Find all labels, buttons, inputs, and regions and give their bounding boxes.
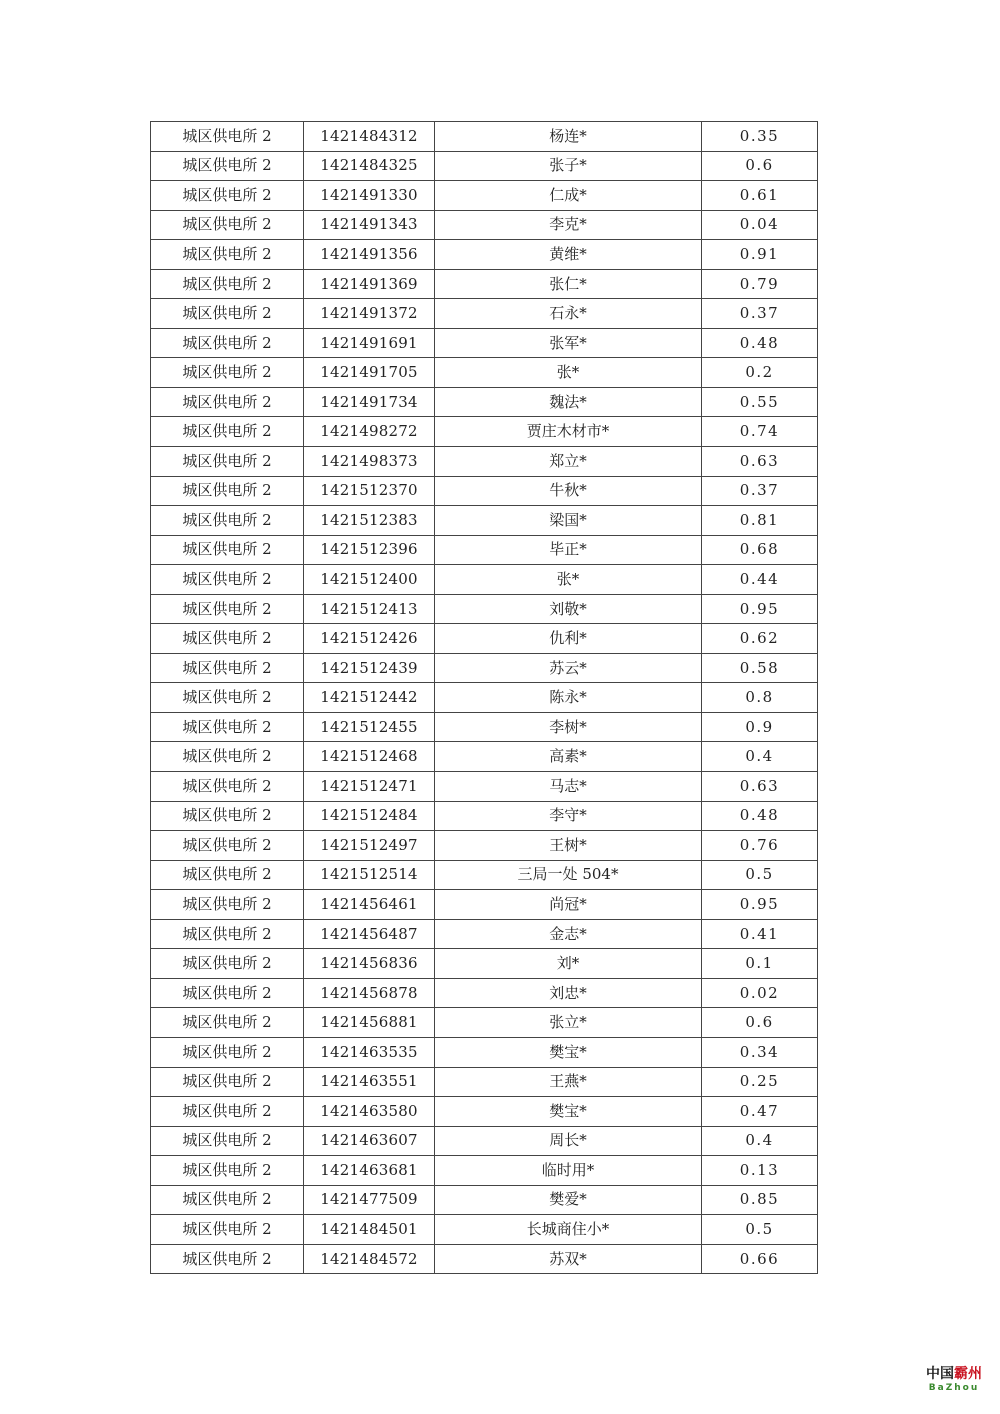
customer-name-cell: 樊宝*	[435, 1097, 702, 1127]
customer-name-cell: 刘敬*	[435, 594, 702, 624]
account-number-cell: 1421484312	[304, 122, 435, 152]
value-cell: 0.81	[702, 506, 818, 536]
account-number-cell: 1421456878	[304, 978, 435, 1008]
customer-name-cell: 杨连*	[435, 122, 702, 152]
value-cell: 0.25	[702, 1067, 818, 1097]
customer-name-cell: 黄维*	[435, 240, 702, 270]
account-number-cell: 1421512413	[304, 594, 435, 624]
table-row	[151, 1008, 818, 1038]
customer-name-cell: 周长*	[435, 1126, 702, 1156]
value-cell: 0.61	[702, 181, 818, 211]
table-row	[151, 978, 818, 1008]
account-number-cell: 1421456487	[304, 919, 435, 949]
value-cell: 0.41	[702, 919, 818, 949]
customer-name-cell: 三局一处 504*	[435, 860, 702, 890]
value-cell: 0.5	[702, 1215, 818, 1245]
value-cell: 0.13	[702, 1156, 818, 1186]
account-number-cell: 1421491330	[304, 181, 435, 211]
table-row	[151, 181, 818, 211]
account-number-cell: 1421512426	[304, 624, 435, 654]
customer-name-cell: 张子*	[435, 151, 702, 181]
customer-name-cell: 张*	[435, 565, 702, 595]
customer-name-cell: 马志*	[435, 772, 702, 802]
table-row	[151, 1215, 818, 1245]
station-cell: 城区供电所 2	[151, 1008, 304, 1038]
value-cell: 0.47	[702, 1097, 818, 1127]
value-cell: 0.79	[702, 269, 818, 299]
value-cell: 0.48	[702, 801, 818, 831]
station-cell: 城区供电所 2	[151, 358, 304, 388]
station-cell: 城区供电所 2	[151, 712, 304, 742]
table-row	[151, 772, 818, 802]
station-cell: 城区供电所 2	[151, 890, 304, 920]
account-number-cell: 1421512471	[304, 772, 435, 802]
value-cell: 0.37	[702, 299, 818, 329]
station-cell: 城区供电所 2	[151, 299, 304, 329]
logo-text-en: BaZhou	[928, 1383, 980, 1393]
value-cell: 0.95	[702, 594, 818, 624]
station-cell: 城区供电所 2	[151, 1126, 304, 1156]
table-row	[151, 1244, 818, 1274]
value-cell: 0.1	[702, 949, 818, 979]
station-cell: 城区供电所 2	[151, 210, 304, 240]
station-cell: 城区供电所 2	[151, 742, 304, 772]
value-cell: 0.02	[702, 978, 818, 1008]
station-cell: 城区供电所 2	[151, 476, 304, 506]
value-cell: 0.74	[702, 417, 818, 447]
table-row	[151, 122, 818, 152]
account-number-cell: 1421512370	[304, 476, 435, 506]
value-cell: 0.91	[702, 240, 818, 270]
customer-name-cell: 长城商住小*	[435, 1215, 702, 1245]
customer-name-cell: 李克*	[435, 210, 702, 240]
station-cell: 城区供电所 2	[151, 1067, 304, 1097]
value-cell: 0.04	[702, 210, 818, 240]
account-number-cell: 1421463580	[304, 1097, 435, 1127]
account-number-cell: 1421512396	[304, 535, 435, 565]
customer-name-cell: 仁成*	[435, 181, 702, 211]
table-row	[151, 653, 818, 683]
station-cell: 城区供电所 2	[151, 1097, 304, 1127]
customer-name-cell: 苏云*	[435, 653, 702, 683]
value-cell: 0.5	[702, 860, 818, 890]
customer-name-cell: 刘忠*	[435, 978, 702, 1008]
account-number-cell: 1421491372	[304, 299, 435, 329]
table-row	[151, 358, 818, 388]
table-row	[151, 624, 818, 654]
customer-name-cell: 苏双*	[435, 1244, 702, 1274]
value-cell: 0.6	[702, 151, 818, 181]
table-row	[151, 1156, 818, 1186]
customer-name-cell: 张*	[435, 358, 702, 388]
station-cell: 城区供电所 2	[151, 653, 304, 683]
station-cell: 城区供电所 2	[151, 269, 304, 299]
account-number-cell: 1421477509	[304, 1185, 435, 1215]
table-body	[151, 122, 818, 1274]
logo-text-cn	[922, 1366, 986, 1382]
value-cell: 0.8	[702, 683, 818, 713]
account-number-cell: 1421491734	[304, 387, 435, 417]
station-cell: 城区供电所 2	[151, 565, 304, 595]
account-number-cell: 1421512484	[304, 801, 435, 831]
table-row	[151, 269, 818, 299]
value-cell: 0.2	[702, 358, 818, 388]
customer-name-cell: 贾庄木材市*	[435, 417, 702, 447]
value-cell: 0.85	[702, 1185, 818, 1215]
customer-name-cell: 张仁*	[435, 269, 702, 299]
customer-name-cell: 陈永*	[435, 683, 702, 713]
station-cell: 城区供电所 2	[151, 949, 304, 979]
table-row	[151, 299, 818, 329]
station-cell: 城区供电所 2	[151, 801, 304, 831]
station-cell: 城区供电所 2	[151, 1156, 304, 1186]
table-row	[151, 831, 818, 861]
customer-name-cell: 梁国*	[435, 506, 702, 536]
account-number-cell: 1421491356	[304, 240, 435, 270]
data-table	[150, 121, 818, 1274]
table-row	[151, 1037, 818, 1067]
table-row	[151, 801, 818, 831]
table-row	[151, 151, 818, 181]
table-row	[151, 1126, 818, 1156]
station-cell: 城区供电所 2	[151, 181, 304, 211]
customer-name-cell: 高素*	[435, 742, 702, 772]
station-cell: 城区供电所 2	[151, 506, 304, 536]
station-cell: 城区供电所 2	[151, 417, 304, 447]
customer-name-cell: 牛秋*	[435, 476, 702, 506]
value-cell: 0.68	[702, 535, 818, 565]
station-cell: 城区供电所 2	[151, 447, 304, 477]
account-number-cell: 1421491369	[304, 269, 435, 299]
account-number-cell: 1421463535	[304, 1037, 435, 1067]
value-cell: 0.63	[702, 447, 818, 477]
station-cell: 城区供电所 2	[151, 1185, 304, 1215]
customer-name-cell: 仇利*	[435, 624, 702, 654]
logo-text-part2: 霸州	[954, 1366, 982, 1382]
table-row	[151, 210, 818, 240]
table-row	[151, 447, 818, 477]
customer-name-cell: 临时用*	[435, 1156, 702, 1186]
customer-name-cell: 尚冠*	[435, 890, 702, 920]
account-number-cell: 1421463551	[304, 1067, 435, 1097]
station-cell: 城区供电所 2	[151, 122, 304, 152]
account-number-cell: 1421463681	[304, 1156, 435, 1186]
account-number-cell: 1421463607	[304, 1126, 435, 1156]
table-row	[151, 535, 818, 565]
station-cell: 城区供电所 2	[151, 387, 304, 417]
customer-name-cell: 刘*	[435, 949, 702, 979]
logo-text-part1: 中国	[926, 1366, 954, 1382]
table-row	[151, 1067, 818, 1097]
customer-name-cell: 王燕*	[435, 1067, 702, 1097]
account-number-cell: 1421484572	[304, 1244, 435, 1274]
customer-name-cell: 张立*	[435, 1008, 702, 1038]
customer-name-cell: 毕正*	[435, 535, 702, 565]
table-row	[151, 476, 818, 506]
account-number-cell: 1421498373	[304, 447, 435, 477]
station-cell: 城区供电所 2	[151, 831, 304, 861]
station-cell: 城区供电所 2	[151, 1037, 304, 1067]
value-cell: 0.62	[702, 624, 818, 654]
value-cell: 0.4	[702, 742, 818, 772]
table-row	[151, 860, 818, 890]
table-row	[151, 240, 818, 270]
table-row	[151, 328, 818, 358]
account-number-cell: 1421512439	[304, 653, 435, 683]
account-number-cell: 1421491691	[304, 328, 435, 358]
station-cell: 城区供电所 2	[151, 624, 304, 654]
station-cell: 城区供电所 2	[151, 860, 304, 890]
value-cell: 0.37	[702, 476, 818, 506]
table-row	[151, 565, 818, 595]
account-number-cell: 1421491343	[304, 210, 435, 240]
station-cell: 城区供电所 2	[151, 978, 304, 1008]
customer-name-cell: 魏法*	[435, 387, 702, 417]
site-logo	[922, 1366, 986, 1394]
station-cell: 城区供电所 2	[151, 594, 304, 624]
table-row	[151, 919, 818, 949]
customer-name-cell: 李守*	[435, 801, 702, 831]
station-cell: 城区供电所 2	[151, 1244, 304, 1274]
station-cell: 城区供电所 2	[151, 535, 304, 565]
value-cell: 0.6	[702, 1008, 818, 1038]
customer-name-cell: 李树*	[435, 712, 702, 742]
value-cell: 0.4	[702, 1126, 818, 1156]
customer-name-cell: 樊宝*	[435, 1037, 702, 1067]
account-number-cell: 1421456461	[304, 890, 435, 920]
value-cell: 0.35	[702, 122, 818, 152]
table-row	[151, 594, 818, 624]
value-cell: 0.34	[702, 1037, 818, 1067]
table-row	[151, 890, 818, 920]
value-cell: 0.58	[702, 653, 818, 683]
station-cell: 城区供电所 2	[151, 240, 304, 270]
table-row	[151, 1097, 818, 1127]
customer-name-cell: 金志*	[435, 919, 702, 949]
account-number-cell: 1421512400	[304, 565, 435, 595]
station-cell: 城区供电所 2	[151, 328, 304, 358]
table-row	[151, 683, 818, 713]
customer-name-cell: 樊爱*	[435, 1185, 702, 1215]
account-number-cell: 1421512468	[304, 742, 435, 772]
account-number-cell: 1421512442	[304, 683, 435, 713]
table-row	[151, 506, 818, 536]
table-row	[151, 1185, 818, 1215]
station-cell: 城区供电所 2	[151, 1215, 304, 1245]
table-row	[151, 742, 818, 772]
account-number-cell: 1421484325	[304, 151, 435, 181]
account-number-cell: 1421491705	[304, 358, 435, 388]
customer-name-cell: 石永*	[435, 299, 702, 329]
account-number-cell: 1421512497	[304, 831, 435, 861]
account-number-cell: 1421456881	[304, 1008, 435, 1038]
account-number-cell: 1421512455	[304, 712, 435, 742]
customer-name-cell: 王树*	[435, 831, 702, 861]
value-cell: 0.63	[702, 772, 818, 802]
customer-name-cell: 张军*	[435, 328, 702, 358]
station-cell: 城区供电所 2	[151, 772, 304, 802]
station-cell: 城区供电所 2	[151, 683, 304, 713]
value-cell: 0.95	[702, 890, 818, 920]
account-number-cell: 1421498272	[304, 417, 435, 447]
value-cell: 0.9	[702, 712, 818, 742]
value-cell: 0.55	[702, 387, 818, 417]
station-cell: 城区供电所 2	[151, 151, 304, 181]
account-number-cell: 1421456836	[304, 949, 435, 979]
account-number-cell: 1421512514	[304, 860, 435, 890]
account-number-cell: 1421484501	[304, 1215, 435, 1245]
table-row	[151, 417, 818, 447]
customer-name-cell: 郑立*	[435, 447, 702, 477]
value-cell: 0.76	[702, 831, 818, 861]
value-cell: 0.44	[702, 565, 818, 595]
value-cell: 0.48	[702, 328, 818, 358]
table-row	[151, 712, 818, 742]
table-row	[151, 949, 818, 979]
value-cell: 0.66	[702, 1244, 818, 1274]
table-row	[151, 387, 818, 417]
station-cell: 城区供电所 2	[151, 919, 304, 949]
account-number-cell: 1421512383	[304, 506, 435, 536]
